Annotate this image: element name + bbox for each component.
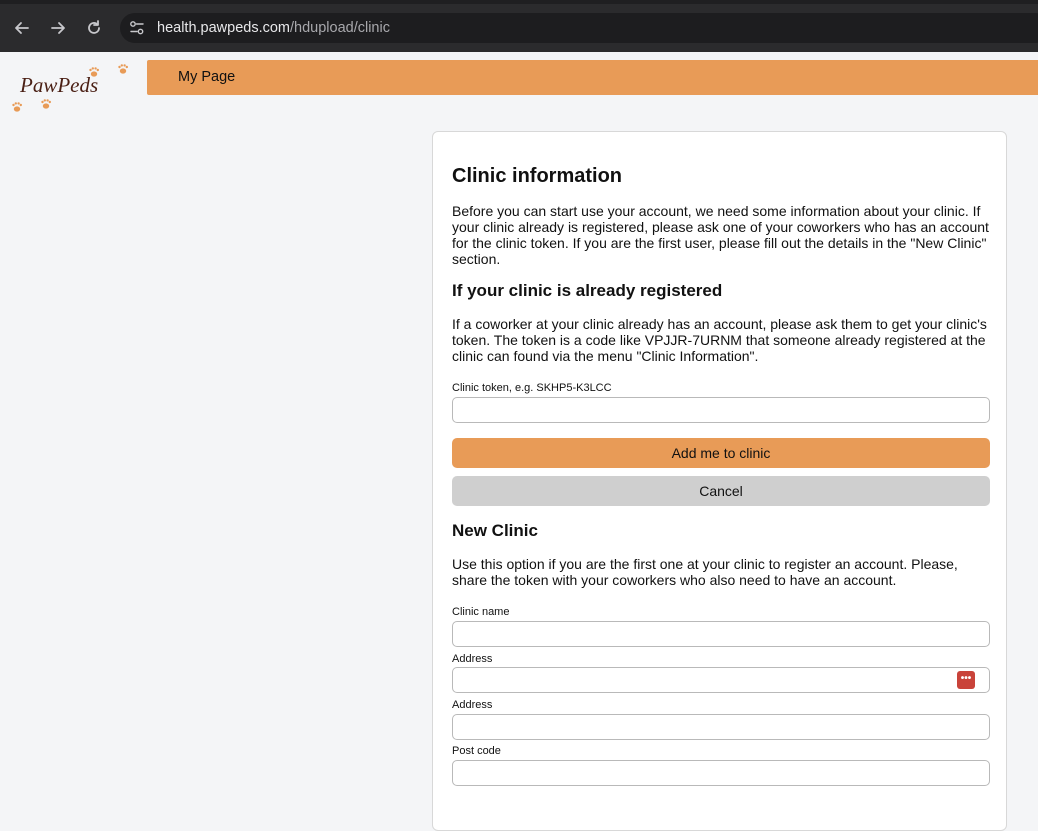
nav-link-my-page[interactable]: My Page (178, 69, 236, 85)
clinic-token-input[interactable] (452, 397, 990, 423)
password-manager-icon[interactable]: ••• (957, 671, 975, 689)
add-me-to-clinic-button[interactable]: Add me to clinic (452, 438, 990, 468)
cancel-button[interactable]: Cancel (452, 476, 990, 506)
intro-text: Before you can start use your account, we need some information about your clinic. If your clinic already is registered, please ask one of your coworkers who has an account for the clinic token. If you are the first user, please fill out the details in the "New Clinic" section. (452, 203, 989, 267)
arrow-left-icon[interactable] (12, 18, 32, 38)
address-input-2[interactable] (452, 714, 990, 740)
pawpeds-logo[interactable] (8, 60, 136, 120)
post-code-label: Post code (452, 745, 501, 757)
address-label-1: Address (452, 653, 493, 665)
arrow-right-icon[interactable] (48, 18, 68, 38)
post-code-input[interactable] (452, 760, 990, 786)
new-clinic-heading: New Clinic (452, 521, 538, 540)
page (0, 52, 1038, 766)
clinic-name-input[interactable] (452, 621, 990, 647)
address-label-2: Address (452, 699, 493, 711)
clinic-name-label: Clinic name (452, 606, 510, 618)
top-navigation (147, 60, 1038, 95)
browser-toolbar (0, 0, 1038, 52)
registered-text: If a coworker at your clinic already has an account, please ask them to get your clinic's token. The token is a code like VPJJR-7URNM that someone already registered at the clinic can found via the menu "Clinic Information". (452, 316, 987, 364)
new-clinic-text: Use this option if you are the first one at your clinic to register an account. Please, share the token with your coworkers who also need to have an account. (452, 556, 958, 588)
clinic-card (432, 131, 1007, 831)
url-path: /hdupload/clinic (290, 20, 390, 36)
clinic-token-label: Clinic token, e.g. SKHP5-K3LCC (452, 382, 612, 394)
reload-icon[interactable] (84, 18, 104, 38)
page-title: Clinic information (452, 165, 622, 187)
address-input-1[interactable] (452, 667, 990, 693)
site-settings-icon[interactable] (128, 19, 146, 37)
url-host: health.pawpeds.com (157, 20, 290, 36)
registered-heading: If your clinic is already registered (452, 281, 723, 300)
url-text (157, 20, 390, 36)
logo-text: PawPeds (20, 73, 99, 97)
address-bar[interactable] (120, 13, 1038, 43)
